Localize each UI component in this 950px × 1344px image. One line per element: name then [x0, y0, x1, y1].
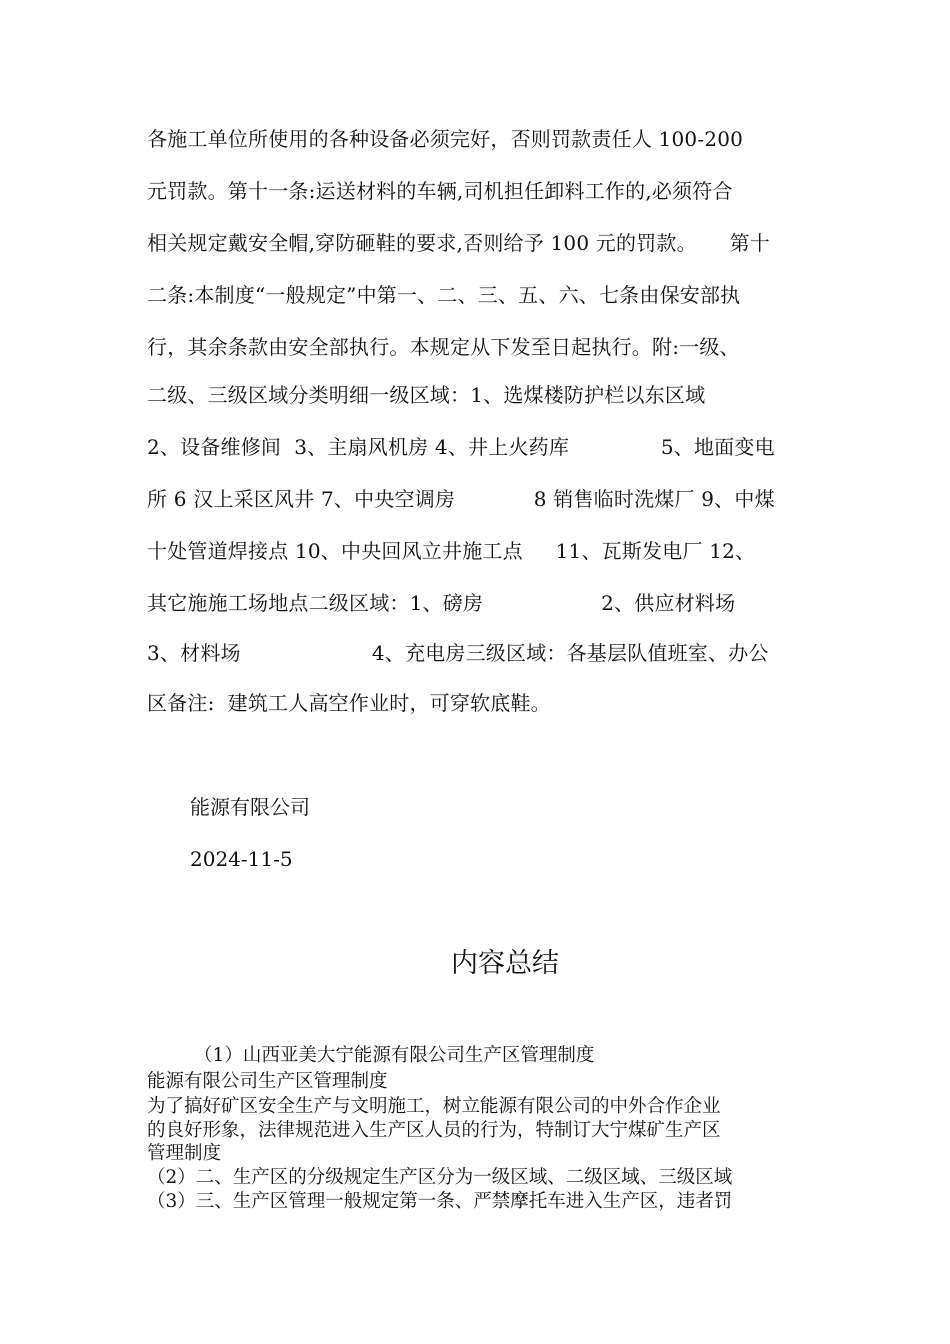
summary-line-1: （1）山西亚美大宁能源有限公司生产区管理制度 [147, 1045, 595, 1066]
body-line-11: 3、材料场 4、充电房三级区域：各基层队值班室、办公 [147, 641, 769, 665]
body-line-2: 元罚款。第十一条:运送材料的车辆,司机担任卸料工作的,必须符合 [147, 179, 733, 203]
body-line-4: 二条:本制度“一般规定”中第一、二、三、五、六、七条由保安部执 [147, 283, 741, 307]
summary-line-5: 管理制度 [147, 1143, 222, 1164]
body-line-9: 十处管道焊接点 10、中央回风立井施工点 11、瓦斯发电厂 12、 [147, 539, 756, 563]
summary-title: 内容总结 [451, 948, 559, 979]
body-line-6: 二级、三级区域分类明细一级区域：1、选煤楼防护栏以东区域 [147, 383, 706, 407]
summary-line-6: （2）二、生产区的分级规定生产区分为一级区域、二级区域、三级区域 [147, 1167, 733, 1188]
summary-line-4: 的良好形象，法律规范进入生产区人员的行为，特制订大宁煤矿生产区 [147, 1120, 721, 1141]
signature-date: 2024-11-5 [190, 847, 293, 871]
body-line-7: 2、设备维修间 3、主扇风机房 4、井上火药库 5、地面变电 [147, 435, 775, 459]
body-line-10: 其它施施工场地点二级区域：1、磅房 2、供应材料场 [147, 591, 736, 615]
body-line-12: 区备注: 建筑工人高空作业时，可穿软底鞋。 [147, 691, 551, 715]
body-line-1: 各施工单位所使用的各种设备必须完好，否则罚款责任人 100-200 [147, 127, 744, 151]
body-line-3: 相关规定戴安全帽,穿防砸鞋的要求,否则给予 100 元的罚款。 第十 [147, 231, 770, 255]
body-line-5: 行，其余条款由安全部执行。本规定从下发至日起执行。附:一级、 [147, 335, 740, 359]
summary-line-3: 为了搞好矿区安全生产与文明施工，树立能源有限公司的中外合作企业 [147, 1096, 721, 1117]
summary-line-7: （3）三、生产区管理一般规定第一条、严禁摩托车进入生产区，违者罚 [147, 1191, 733, 1212]
signature-company: 能源有限公司 [190, 795, 310, 819]
summary-line-2: 能源有限公司生产区管理制度 [147, 1071, 388, 1092]
body-line-8: 所 6 汉上采区风井 7、中央空调房 8 销售临时洗煤厂 9、中煤 [147, 487, 775, 511]
